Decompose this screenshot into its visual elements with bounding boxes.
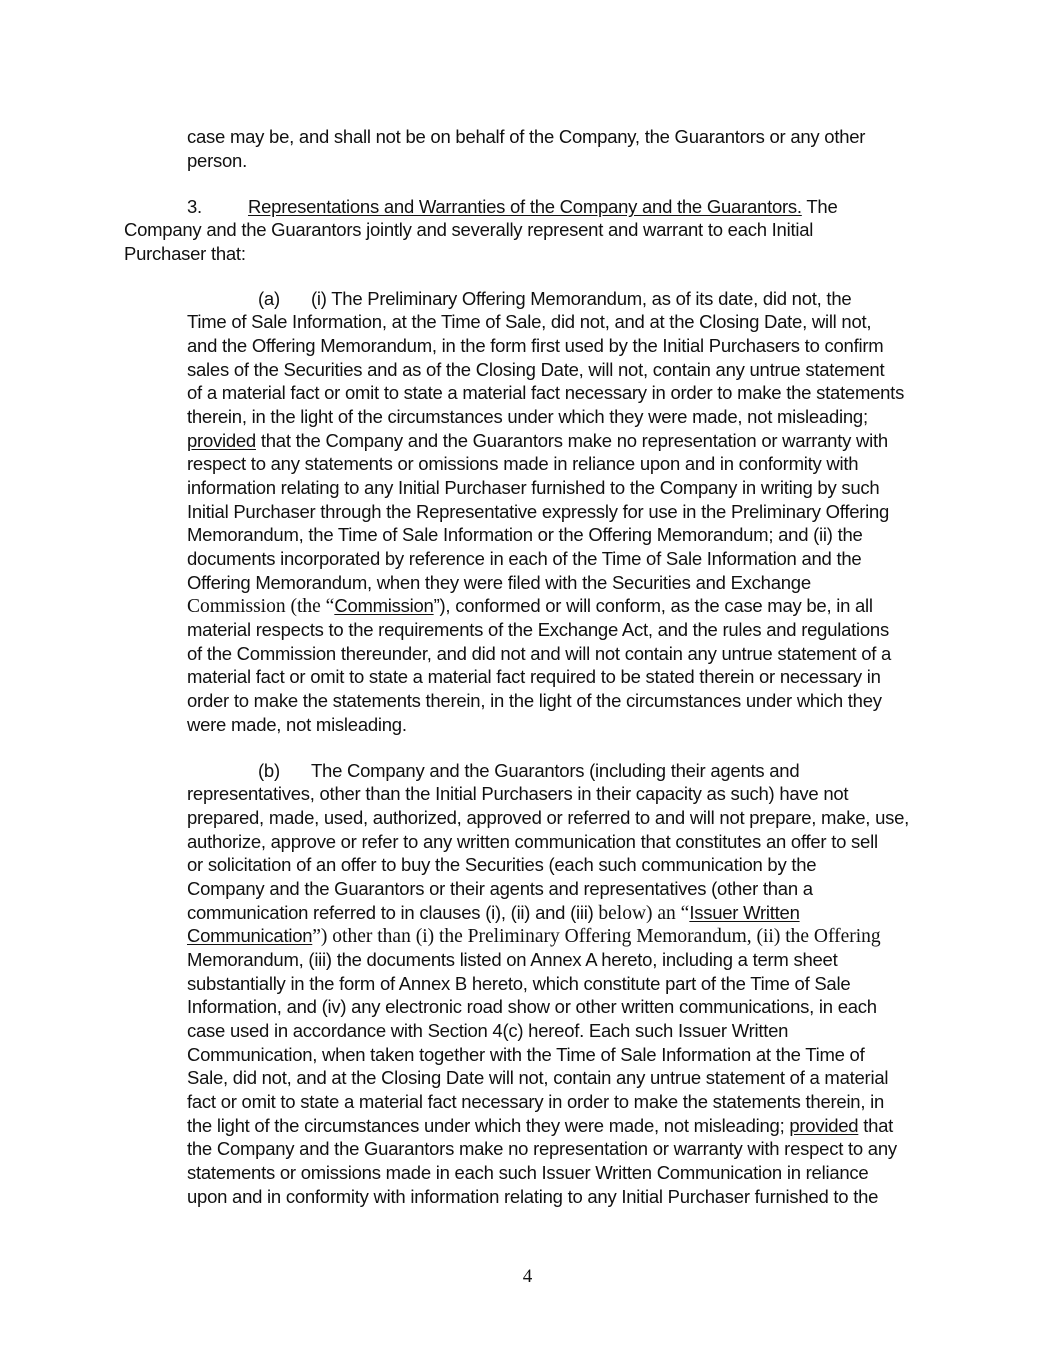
issuer-written-term-part-1: Issuer Written xyxy=(689,902,800,923)
para-b-line: Sale, did not, and at the Closing Date will not, contain any untrue statement of a material xyxy=(187,1067,889,1088)
para-b-line: the Company and the Guarantors make no representation or warranty with respect to any xyxy=(187,1138,897,1159)
section-3-number: 3. xyxy=(187,196,202,217)
para-a-line: order to make the statements therein, in the light of the circumstances under which they xyxy=(187,690,882,711)
para-a-first-line: (i) The Preliminary Offering Memorandum, as of its date, did not, the xyxy=(311,288,852,309)
para-b-iwc-pre: communication referred to in clauses (i), (ii) and (iii) xyxy=(187,902,594,923)
para-b-iwc-serif: below) an “ xyxy=(593,903,690,924)
para-b-iwc-line-2 xyxy=(187,924,881,949)
para-b-line: Company and the Guarantors or their agents and representatives (other than a xyxy=(187,878,813,899)
intro-line-2: person. xyxy=(187,150,247,171)
intro-line-1: case may be, and shall not be on behalf of the Company, the Guarantors or any other xyxy=(187,126,866,147)
para-a-line: documents incorporated by reference in each of the Time of Sale Information and the xyxy=(187,548,862,569)
para-a-line: were made, not misleading. xyxy=(187,714,407,735)
para-b-line: representatives, other than the Initial Purchasers in their capacity as such) have not xyxy=(187,783,849,804)
para-a-line: Initial Purchaser through the Representative expressly for use in the Preliminary Offering xyxy=(187,501,890,522)
para-a-line: sales of the Securities and as of the Closing Date, will not, contain any untrue statement xyxy=(187,359,885,380)
para-b-line: substantially in the form of Annex B hereto, which constitute part of the Time of Sale xyxy=(187,973,851,994)
para-b-line: Information, and (iv) any electronic road show or other written communications, in each xyxy=(187,996,877,1017)
para-a-line: and the Offering Memorandum, in the form first used by the Initial Purchasers to confirm xyxy=(187,335,884,356)
para-a-provided-term: provided xyxy=(187,430,256,451)
para-b-first-line: The Company and the Guarantors (including their agents and xyxy=(311,760,800,781)
para-b-provided-post: that xyxy=(858,1115,894,1136)
section-3-heading: Representations and Warranties of the Company and the Guarantors. xyxy=(248,196,802,217)
para-b-line: upon and in conformity with information relating to any Initial Purchaser furnished to the xyxy=(187,1186,879,1207)
section-3-heading-tail: The xyxy=(801,196,838,217)
para-b-line: or solicitation of an offer to buy the Securities (each such communication by the xyxy=(187,854,817,875)
para-a-label: (a) xyxy=(258,288,280,309)
para-b-line: case used in accordance with Section 4(c) hereof. Each such Issuer Written xyxy=(187,1020,789,1041)
para-a-line: of a material fact or omit to state a material fact necessary in order to make the statements xyxy=(187,382,905,403)
para-a-line: material respects to the requirements of the Exchange Act, and the rules and regulations xyxy=(187,619,889,640)
para-a-line: Memorandum, the Time of Sale Information or the Offering Memorandum; and (ii) the xyxy=(187,524,863,545)
para-a-commission-line xyxy=(187,594,873,619)
para-b-line: Memorandum, (iii) the documents listed on Annex A hereto, including a term sheet xyxy=(187,949,838,970)
para-b-provided-line xyxy=(187,1114,893,1138)
para-b-provided-pre: the light of the circumstances under which they were made, not misleading; xyxy=(187,1115,790,1136)
para-a-line: respect to any statements or omissions made in reliance upon and in conformity with xyxy=(187,453,859,474)
para-b-line: statements or omissions made in each such Issuer Written Communication in reliance xyxy=(187,1162,869,1183)
para-a-commission-pre: Commission (the “ xyxy=(187,596,335,617)
para-a-line: Time of Sale Information, at the Time of Sale, did not, and at the Closing Date, will not, xyxy=(187,311,872,332)
section-3-heading-line xyxy=(248,195,838,219)
section-3-line-1: Company and the Guarantors jointly and severally represent and warrant to each Initial xyxy=(124,219,814,240)
para-a-provided-tail: that the Company and the Guarantors make no representation or warranty with xyxy=(255,430,888,451)
para-b-label: (b) xyxy=(258,760,280,781)
para-b-line: prepared, made, used, authorized, approved or referred to and will not prepare, make, use, xyxy=(187,807,910,828)
para-b-provided-term: provided xyxy=(789,1115,859,1136)
para-b-iwc-line xyxy=(187,901,800,926)
para-b-iwc-line2-serif: ”) other than (i) the Preliminary Offering Memorandum, (ii) the Offering xyxy=(312,926,881,947)
para-a-line: of the Commission thereunder, and did not and will not contain any untrue statement of a xyxy=(187,643,892,664)
para-b-line: Communication, when taken together with the Time of Sale Information at the Time of xyxy=(187,1044,865,1065)
para-a-line: material fact or omit to state a material fact required to be stated therein or necessary in xyxy=(187,666,881,687)
para-a-provided-line xyxy=(187,429,888,453)
para-b-line: authorize, approve or refer to any written communication that constitutes an offer to sell xyxy=(187,831,878,852)
issuer-written-term-part-2: Communication xyxy=(187,925,313,946)
section-3-line-2: Purchaser that: xyxy=(124,243,246,264)
para-b-line: fact or omit to state a material fact necessary in order to make the statements therein, in xyxy=(187,1091,885,1112)
commission-defined-term: Commission xyxy=(334,595,434,616)
para-a-line: therein, in the light of the circumstances under which they were made, not misleading; xyxy=(187,406,868,427)
para-a-line: Offering Memorandum, when they were filed with the Securities and Exchange xyxy=(187,572,811,593)
para-a-line: information relating to any Initial Purchaser furnished to the Company in writing by such xyxy=(187,477,880,498)
para-a-commission-post: ”), conformed or will conform, as the case may be, in all xyxy=(433,595,873,616)
page-number: 4 xyxy=(522,1266,533,1287)
